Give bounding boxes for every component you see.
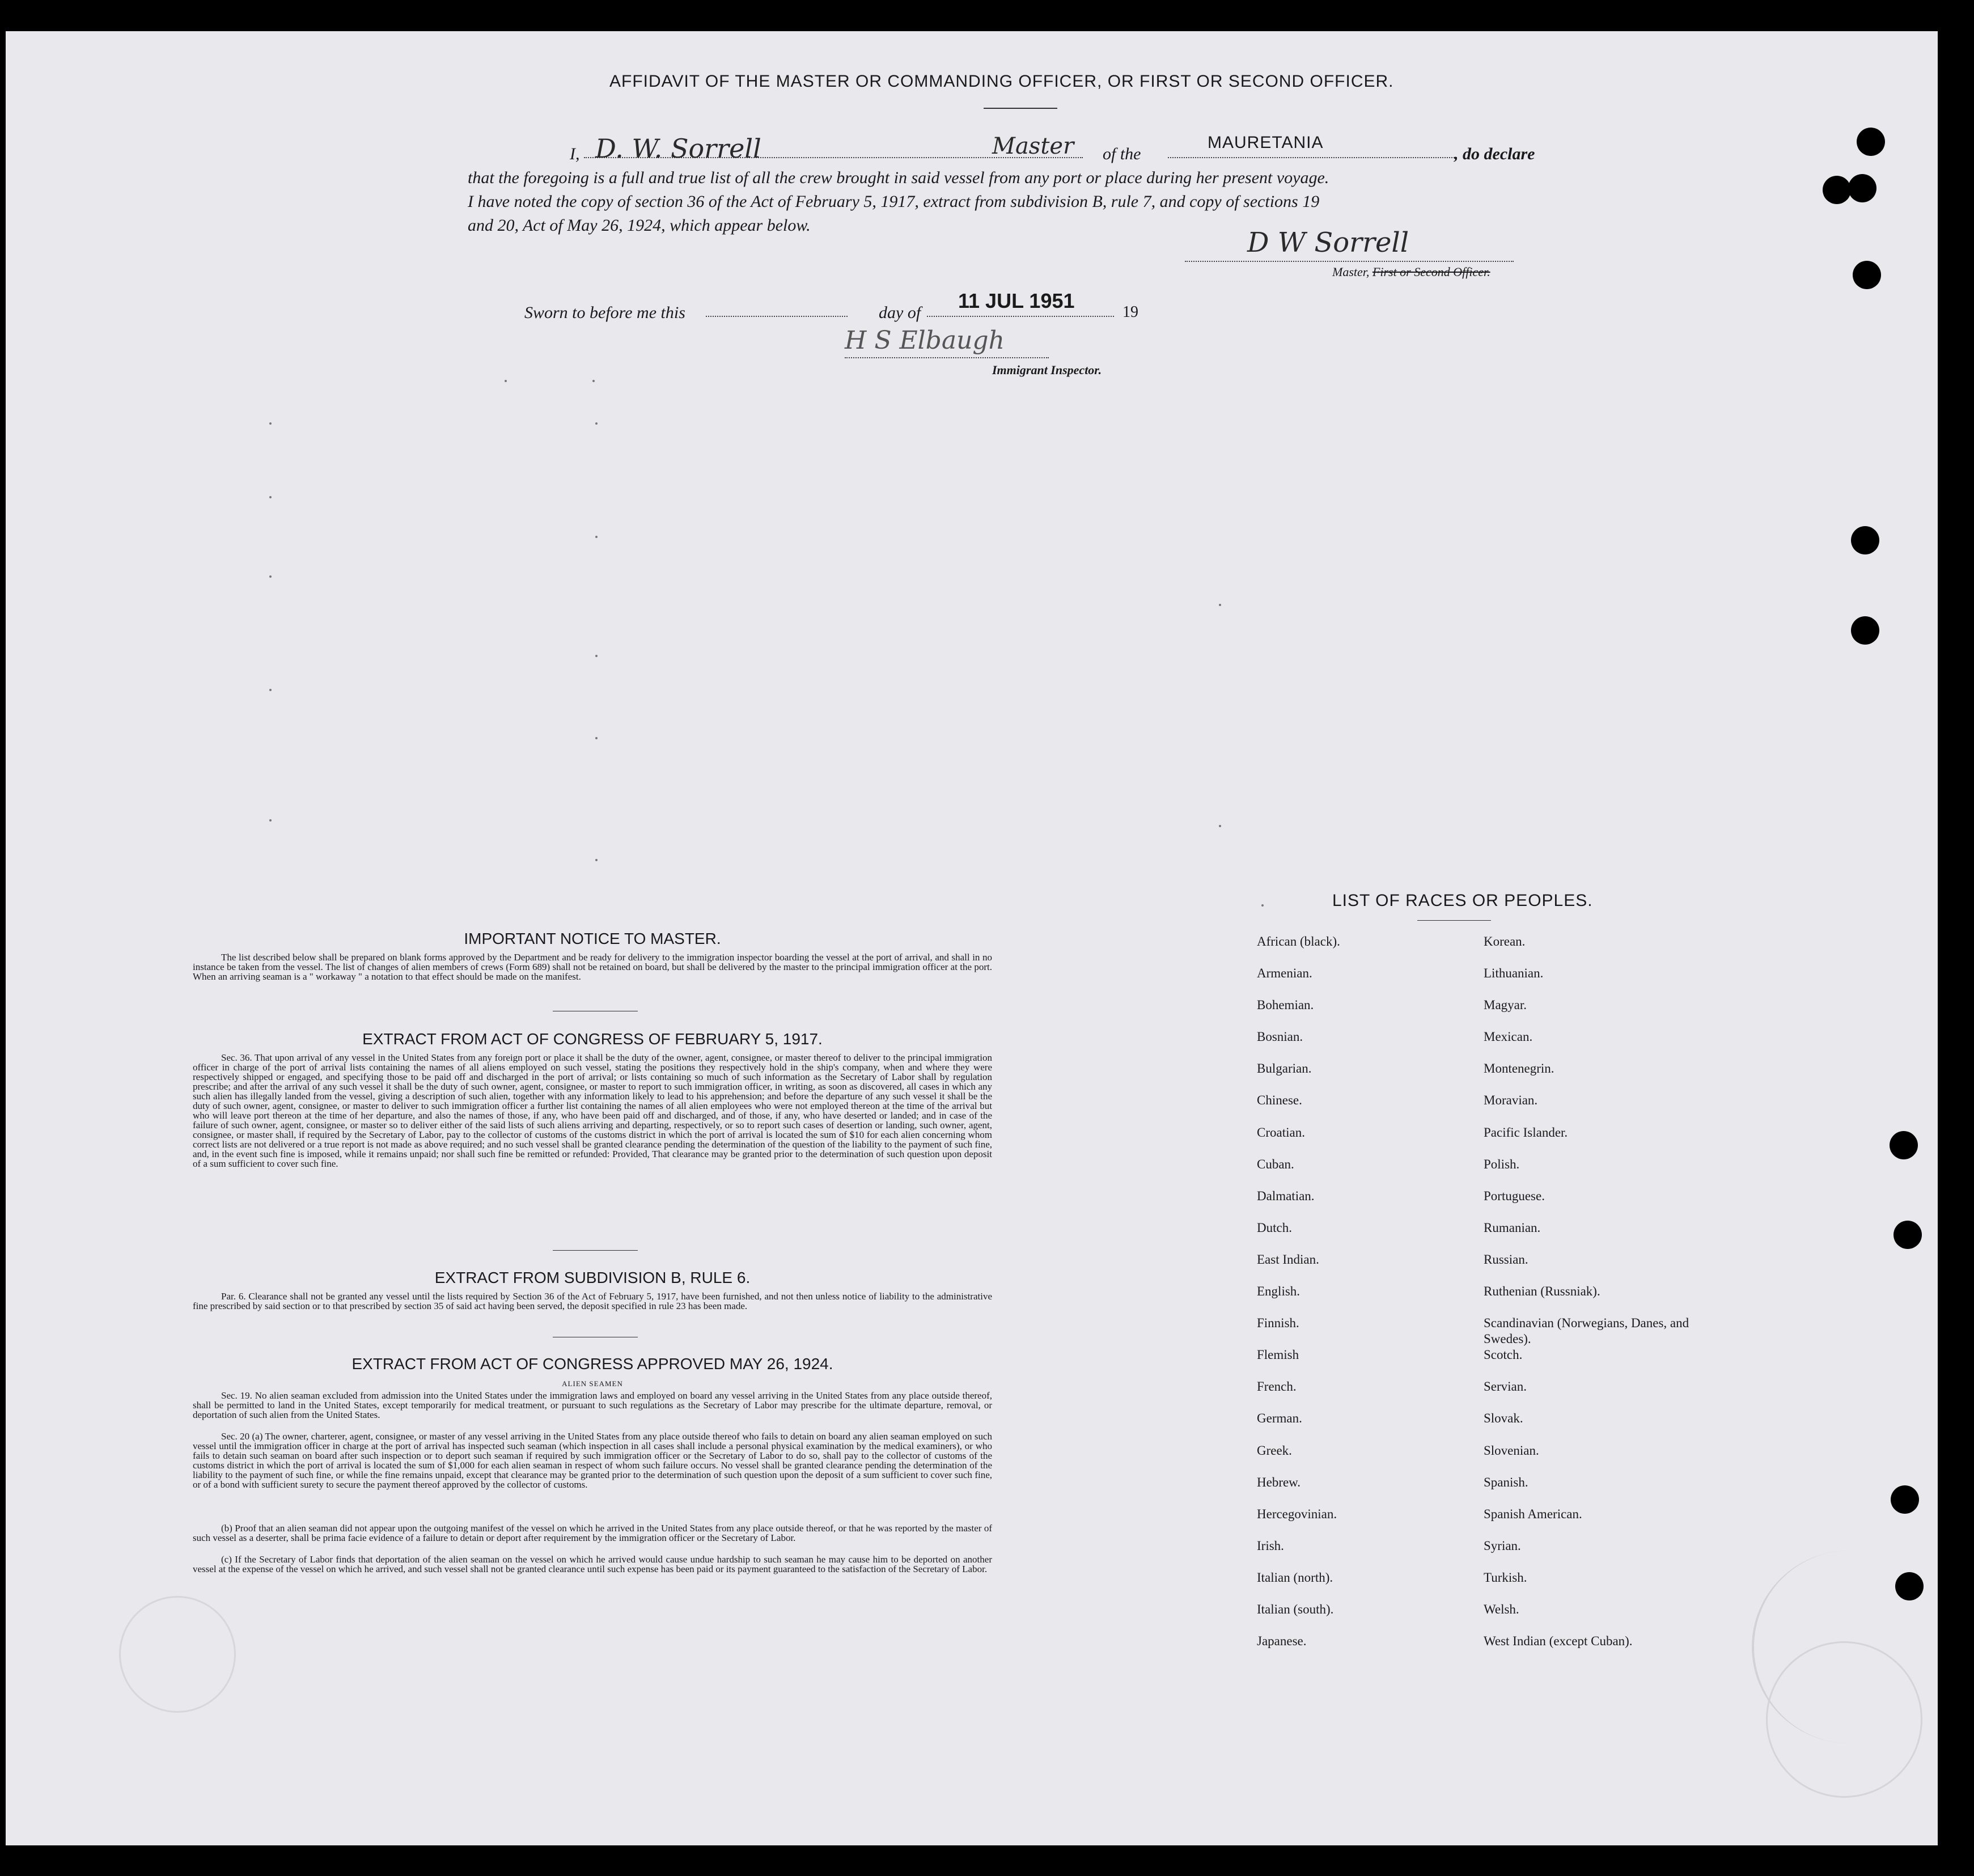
- dot-mark: [1261, 904, 1264, 907]
- race-item: Turkish.: [1484, 1570, 1527, 1585]
- race-item: English.: [1257, 1284, 1301, 1299]
- race-item: West Indian (except Cuban).: [1484, 1634, 1633, 1649]
- vessel-line: [1168, 157, 1457, 158]
- dot-mark: [592, 380, 595, 382]
- race-item: Portuguese.: [1484, 1188, 1545, 1203]
- race-item: Polish.: [1484, 1157, 1520, 1171]
- alien-seamen-subtitle: ALIEN SEAMEN: [562, 1379, 623, 1388]
- dot-mark: [269, 575, 272, 578]
- subdivision-b-body: Par. 6. Clearance shall not be granted any vessel until the lists required by Section 36 of the Act of February 5, 1917, have been furnished, and not then unless notice of liability to the administrative fine prescribed by said section or to that prescribed by section 35 of said act having been served, the deposit specified in rule 23 has been made.: [193, 1291, 992, 1311]
- race-item: Syrian.: [1484, 1538, 1521, 1553]
- race-item: Russian.: [1484, 1252, 1528, 1267]
- document-page: [6, 31, 1938, 1845]
- race-item: Japanese.: [1257, 1634, 1307, 1649]
- binder-hole: [1857, 128, 1885, 156]
- inspector-label: Immigrant Inspector.: [992, 363, 1102, 377]
- race-item: Moravian.: [1484, 1093, 1538, 1108]
- affidavit-line-4: and 20, Act of May 26, 1924, which appear below.: [468, 216, 811, 235]
- race-item: Scandinavian (Norwegians, Danes, and Swedes).: [1484, 1316, 1689, 1346]
- race-item: Korean.: [1484, 934, 1526, 948]
- race-item: Dalmatian.: [1257, 1188, 1315, 1203]
- affidavit-line-2: that the foregoing is a full and true list of all the crew brought in said vessel from any port or place during her present voyage.: [468, 168, 1329, 187]
- dot-mark: [1219, 825, 1221, 827]
- dot-mark: [1219, 604, 1221, 606]
- year-prefix: 19: [1122, 303, 1138, 321]
- extract-1917-body: Sec. 36. That upon arrival of any vessel in the United States from any foreign port or place it shall be the duty of the owner, agent, consignee, or master thereof to deliver to the principal immigration officer in charge of the port of arrival lists containing the names of all aliens employed on such vessel, stating the positions they respectively hold in the ship's company, when and where they were respectively shipped or engaged, and specifying those to be paid off and discharged in the port of arrival; or lists containing so much of such information as the Secretary of Labor shall by regulation prescribe; and after the arrival of any such vessel it shall be the duty of such owner, agent, consignee, or master to report to such immigration officer, in writing, as soon as discovered, all cases in which any such alien has illegally landed from the vessel, giving a description of such alien, together with any information likely to lead to his apprehension; and before the departure of any such vessel it shall be the duty of such owner, agent, consignee, or master to deliver to such immigration officer a further list containing the names of all alien employees who were not employed thereon at the time of the arrival but who will leave port thereon at the time of her departure, and also the names of those, if any, who have been paid off and discharged, and of those, if any, who have deserted or landed; and in case of the failure of such owner, agent, consignee, or master so to deliver either of the said lists of such aliens arriving and departing, respectively, or so to report such cases of desertion or landing, such owner, agent, consignee, or master shall, if required by the Secretary of Labor, pay to the collector of customs of the customs district in which the port of arrival is located the sum of $10 for each alien concerning whom correct lists are not delivered or a true report is not made as above required; and no such vessel shall be granted clearance pending the determination of the question of the liability to the payment of such fine, and, in the event such fine is imposed, while it remains unpaid; nor shall such fine be remitted or refunded: Provided, That clearance may be granted prior to the determination of such question upon deposit of a sum sufficient to cover such fine.: [193, 1052, 992, 1169]
- binder-hole: [1851, 526, 1879, 554]
- race-item: Servian.: [1484, 1379, 1527, 1394]
- inspector-signature: H S Elbaugh: [845, 326, 1005, 355]
- race-item: East Indian.: [1257, 1252, 1319, 1267]
- dot-mark: [595, 422, 598, 425]
- signature-line: [1185, 261, 1514, 262]
- race-item: Irish.: [1257, 1538, 1284, 1553]
- dot-mark: [269, 819, 272, 821]
- races-title-underline: [1417, 920, 1491, 921]
- affidavit-line-3: I have noted the copy of section 36 of the Act of February 5, 1917, extract from subdivision B, rule 7, and copy of sections 19: [468, 192, 1320, 211]
- intro-i: I,: [570, 145, 580, 163]
- dot-mark: [595, 536, 598, 538]
- race-item: Italian (south).: [1257, 1602, 1334, 1616]
- sec-19-text: Sec. 19. No alien seaman excluded from admission into the United States under the immigration laws and employed on board any vessel arriving in the United States from any place outside thereof, shall be permitted to land in the United States, except temporarily for medical treatment, or pursuant to such regulations as the Secretary of Labor may prescribe for the ultimate departure, removal, or deportation of such alien from the United States.: [193, 1390, 992, 1420]
- subdivision-b-title: EXTRACT FROM SUBDIVISION B, RULE 6.: [434, 1269, 751, 1286]
- race-item: Finnish.: [1257, 1316, 1299, 1331]
- faint-stamp-left: [119, 1596, 236, 1713]
- races-left-column: [1257, 934, 1472, 1665]
- caption-master: Master,: [1332, 265, 1370, 279]
- races-title: LIST OF RACES OR PEOPLES.: [1332, 891, 1593, 910]
- race-item: Italian (north).: [1257, 1570, 1333, 1585]
- race-item: Flemish: [1257, 1348, 1299, 1362]
- race-item: Bosnian.: [1257, 1030, 1303, 1044]
- notice-title: IMPORTANT NOTICE TO MASTER.: [464, 930, 721, 947]
- race-item: Montenegrin.: [1484, 1061, 1554, 1076]
- sec-20a-text: Sec. 20 (a) The owner, charterer, agent, consignee, or master of any vessel arriving in the United States from any place outside thereof who fails to detain on board any alien seaman employed on such vessel until the immigration officer in charge at the port of arrival has inspected such seaman (which inspection in all cases shall include a personal physical examination by the medical examiners), or who fails to detain such seaman on board after such inspection or to deport such seaman if required by such immigration officer or the Secretary of Labor to do so, shall pay to the collector of customs of the customs district in which the port of arrival is located the sum of $1,000 for each alien seaman in respect of whom such failure occurs. No vessel shall be granted clearance pending the determination of the liability to the payment of such fine, or while the fine remains unpaid, except that clearance may be granted prior to the determination of such question upon the deposit of a sum sufficient to cover such fine, or of a bond with sufficient surety to secure the payment thereof approved by the collector of customs.: [193, 1431, 992, 1490]
- race-item: Hercegovinian.: [1257, 1506, 1337, 1521]
- races-right-column: [1484, 934, 1699, 1665]
- sworn-day-line: [706, 316, 848, 317]
- dot-mark: [505, 380, 507, 382]
- binder-hole: [1853, 261, 1881, 289]
- binder-hole: [1891, 1485, 1919, 1514]
- binder-hole: [1823, 176, 1851, 204]
- signature-caption: [1332, 265, 1490, 280]
- dot-mark: [595, 737, 598, 739]
- race-item: Dutch.: [1257, 1220, 1292, 1235]
- race-item: Croatian.: [1257, 1125, 1305, 1140]
- do-declare: , do declare: [1454, 145, 1535, 163]
- dot-mark: [269, 496, 272, 498]
- extract-1924-title: EXTRACT FROM ACT OF CONGRESS APPROVED MAY 26, 1924.: [351, 1355, 833, 1373]
- race-item: Spanish.: [1484, 1475, 1528, 1489]
- race-item: Slovenian.: [1484, 1443, 1539, 1458]
- binder-hole: [1848, 174, 1876, 202]
- sec-20c-text: (c) If the Secretary of Labor finds that deportation of the alien seaman on the vessel on which he arrived would cause undue hardship to such seaman he may cause him to be deported on another vessel at the expense of the vessel on which he arrived, and such vessel shall not be granted clearance until such expense has been paid or its payment guaranteed to the satisfaction of the Secretary of Labor.: [193, 1554, 992, 1574]
- bleed-through: [828, 105, 853, 130]
- race-item: Mexican.: [1484, 1030, 1533, 1044]
- race-item: African (black).: [1257, 934, 1340, 948]
- race-item: Rumanian.: [1484, 1220, 1541, 1235]
- notice-body: The list described below shall be prepared on blank forms approved by the Department and be ready for delivery to the immigration inspector boarding the vessel at the port of arrival, and shall in no instance be taken from the vessel. The list of changes of alien members of crews (Form 689) shall not be retained on board, but shall be delivered by the master to the principal immigration officer at the port. When an arriving seaman is a " workaway " a notation to that effect should be made on the manifest.: [193, 952, 992, 982]
- race-item: Hebrew.: [1257, 1475, 1301, 1489]
- vessel-name: MAURETANIA: [1208, 133, 1324, 152]
- dot-mark: [269, 422, 272, 425]
- race-item: French.: [1257, 1379, 1297, 1394]
- inspector-line: [845, 357, 1049, 358]
- race-item: Slovak.: [1484, 1411, 1523, 1426]
- race-item: Bulgarian.: [1257, 1061, 1312, 1076]
- race-item: Scotch.: [1484, 1348, 1523, 1362]
- race-item: Lithuanian.: [1484, 966, 1544, 981]
- master-signature: D W Sorrell: [1247, 227, 1409, 259]
- race-item: Welsh.: [1484, 1602, 1519, 1616]
- divider: [553, 1250, 638, 1251]
- race-item: Pacific Islander.: [1484, 1125, 1568, 1140]
- sworn-month-line: [927, 316, 1114, 317]
- binder-hole: [1893, 1221, 1922, 1249]
- declarant-rank: Master: [992, 133, 1074, 159]
- binder-hole: [1895, 1572, 1924, 1600]
- sworn-label: Sworn to before me this: [524, 303, 685, 322]
- race-item: Cuban.: [1257, 1157, 1294, 1171]
- binder-hole: [1851, 616, 1879, 645]
- of-the-label: of the: [1103, 145, 1141, 163]
- day-of-label: day of: [879, 303, 921, 322]
- dot-mark: [595, 859, 598, 861]
- title-underline: [984, 108, 1057, 109]
- caption-struck-officer: First or Second Officer.: [1372, 265, 1490, 279]
- race-item: Greek.: [1257, 1443, 1292, 1458]
- sec-20b-text: (b) Proof that an alien seaman did not appear upon the outgoing manifest of the vessel on which he arrived in the United States from any place outside thereof, or that he was reported by the master of such vessel as a deserter, shall be prima facie evidence of a failure to detain or deport after requirement by the immigration officer or the Secretary of Labor.: [193, 1523, 992, 1543]
- race-item: Magyar.: [1484, 998, 1527, 1013]
- race-item: Chinese.: [1257, 1093, 1302, 1108]
- dot-mark: [595, 655, 598, 657]
- declarant-name: D. W. Sorrell: [595, 133, 761, 164]
- race-item: Bohemian.: [1257, 998, 1314, 1013]
- dot-mark: [269, 689, 272, 691]
- race-item: Armenian.: [1257, 966, 1312, 981]
- race-item: Ruthenian (Russniak).: [1484, 1284, 1600, 1299]
- binder-hole: [1890, 1131, 1918, 1159]
- date-stamp: 11 JUL 1951: [958, 289, 1075, 312]
- race-item: Spanish American.: [1484, 1506, 1582, 1521]
- race-item: German.: [1257, 1411, 1302, 1426]
- affidavit-title: AFFIDAVIT OF THE MASTER OR COMMANDING OFFICER, OR FIRST OR SECOND OFFICER.: [609, 72, 1394, 91]
- extract-1917-title: EXTRACT FROM ACT OF CONGRESS OF FEBRUARY 5, 1917.: [362, 1030, 823, 1048]
